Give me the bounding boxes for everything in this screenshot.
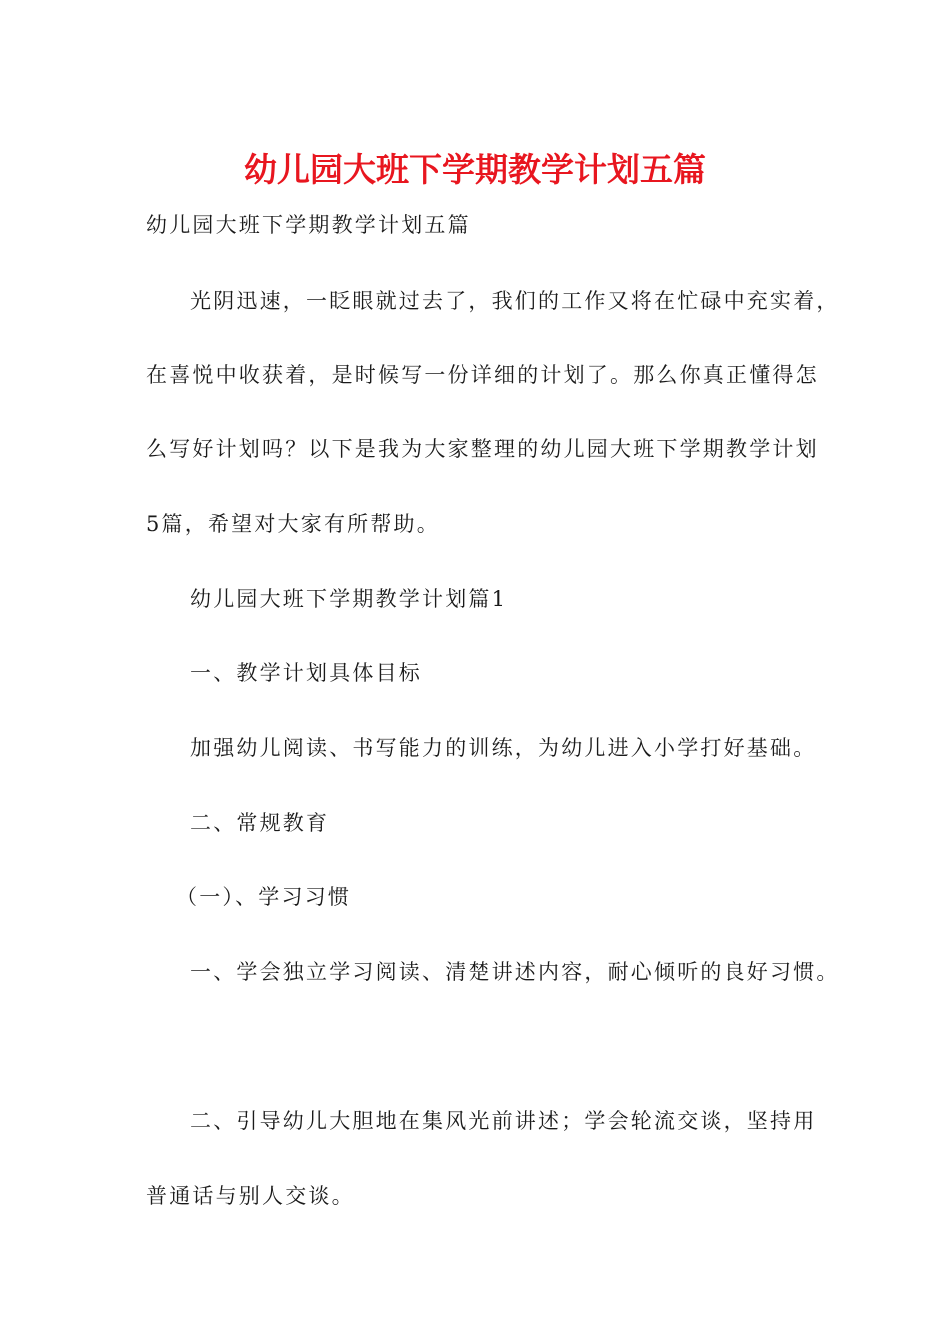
paragraph-line: 普通话与别人交谈。 bbox=[146, 1184, 355, 1208]
section-heading: 幼儿园大班下学期教学计划篇1 bbox=[190, 587, 508, 611]
paragraph-line: 光阴迅速，一眨眼就过去了，我们的工作又将在忙碌中充实着， bbox=[190, 289, 840, 313]
paragraph-line: 加强幼儿阅读、书写能力的训练，为幼儿进入小学打好基础。 bbox=[190, 736, 817, 760]
section-heading: 二、常规教育 bbox=[190, 811, 330, 835]
paragraph-line: 5篇，希望对大家有所帮助。 bbox=[146, 512, 440, 536]
subsection-heading: （一）、学习习惯 bbox=[176, 885, 352, 909]
paragraph-line: 二、引导幼儿大胆地在集风光前讲述；学会轮流交谈，坚持用 bbox=[190, 1109, 817, 1133]
section-heading: 一、教学计划具体目标 bbox=[190, 661, 422, 685]
subtitle-line: 幼儿园大班下学期教学计划五篇 bbox=[146, 213, 471, 237]
paragraph-line: 一、学会独立学习阅读、清楚讲述内容，耐心倾听的良好习惯。 bbox=[190, 960, 840, 984]
paragraph-line: 么写好计划吗？以下是我为大家整理的幼儿园大班下学期教学计划 bbox=[146, 437, 819, 461]
document-title: 幼儿园大班下学期教学计划五篇 bbox=[244, 150, 706, 189]
paragraph-line: 在喜悦中收获着，是时候写一份详细的计划了。那么你真正懂得怎 bbox=[146, 363, 819, 387]
